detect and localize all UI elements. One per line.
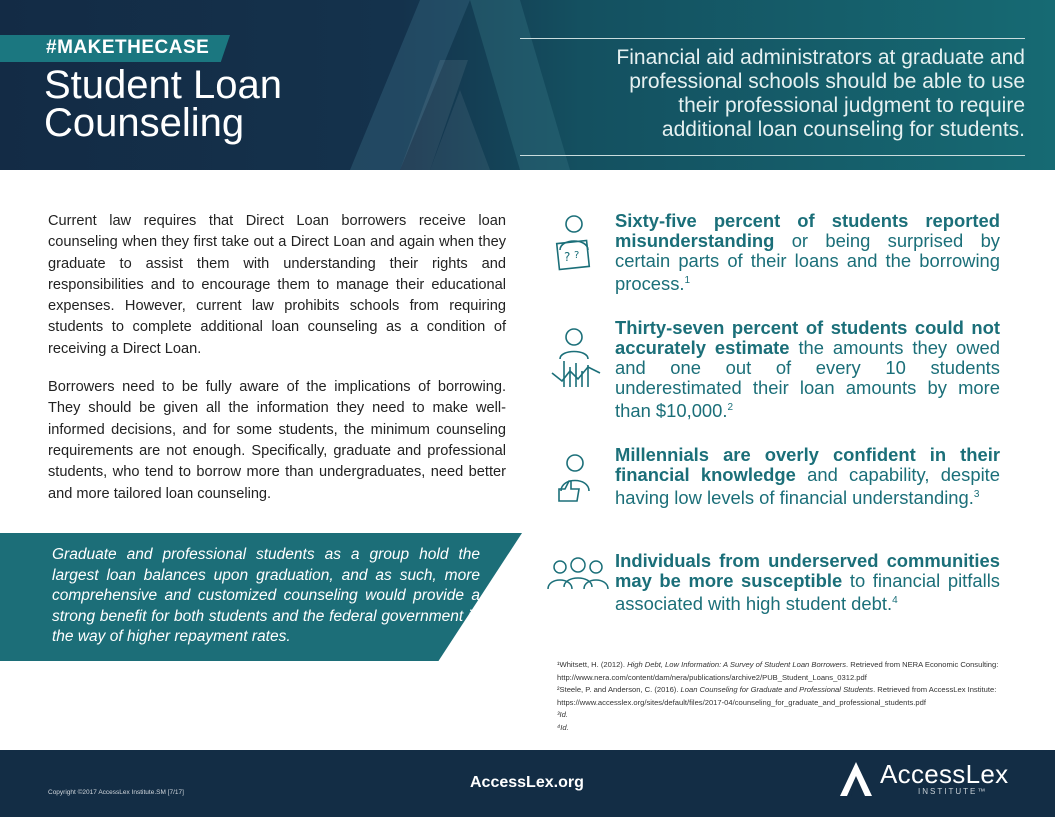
stat-highlight: Sixty-five percent of students reported misunderstanding <box>615 210 1000 251</box>
confused-person-icon <box>552 212 598 272</box>
footnote-2 <box>557 684 1037 697</box>
page-title <box>44 63 344 145</box>
footnote-2-url[interactable]: https://www.accesslex.org/sites/default/files/2017-04/counseling_for_graduate_and_professional_students.pdf <box>557 697 926 707</box>
footnote-source-title: Loan Counseling for Graduate and Professional Students <box>680 685 874 695</box>
footnote-1-url[interactable]: http://www.nera.com/content/dam/nera/publications/archive2/PUB_Student_Loans_0312.pdf <box>557 672 867 682</box>
stat-block <box>615 211 1000 294</box>
statement-line: their professional judgment to require <box>678 94 1025 117</box>
hashtag: #MAKETHECASE <box>46 37 210 58</box>
footnote-ref: 3 <box>973 489 980 500</box>
footnote-text: ¹Whitsett, H. (2012). <box>557 660 628 669</box>
statement-bottom-rule <box>520 155 1025 156</box>
accesslex-logo-icon <box>838 760 874 803</box>
statement-line: professional schools should be able to use <box>629 70 1025 93</box>
svg-text:?: ? <box>564 250 571 264</box>
person-chart-icon <box>548 325 604 391</box>
logo-subtitle: INSTITUTE™ <box>918 787 988 796</box>
copyright-text: Copyright ©2017 AccessLex Institute.SM [7/17] <box>48 789 184 796</box>
stat-block <box>615 318 1000 421</box>
footnote-3: ³Id. <box>557 710 568 720</box>
stat-text: the amounts they owed and one out of every 10 students underestimated their loan amounts by more than $10,000. <box>615 337 1000 422</box>
stat-block <box>615 445 1000 508</box>
pull-quote: Graduate and professional students as a group hold the largest loan balances upon graduation, and as such, more comprehensive and customized counseling would provide a strong benefit for both students and the federal government in the way of higher repayment rates. <box>52 546 480 645</box>
footnote-text: ²Steele, P. and Anderson, C. (2016). <box>557 685 681 695</box>
footnote-1 <box>557 659 1037 672</box>
svg-text:?: ? <box>574 250 580 261</box>
stat-text: and capability, despite having low levels of financial understanding. <box>615 464 1001 509</box>
footnote-4: ⁴Id. <box>557 722 569 732</box>
stat-text: or being surprised by certain parts of their loans and the borrowing process. <box>615 230 1000 295</box>
footnote-text: . Retrieved from AccessLex Institute: <box>873 685 997 695</box>
stat-block <box>615 551 1000 614</box>
logo-wordmark: AccessLex <box>880 759 1009 789</box>
group-people-icon <box>546 555 610 593</box>
page-title-line1: Student Loan <box>44 63 282 107</box>
body-paragraph: Current law requires that Direct Loan borrowers receive loan counseling when they first take out a Direct Loan and again when they graduate to assist them with understanding their rights and responsibilities and to encourage them to manage their educational expenses. However, current law prohibits schools from requiring students to complete additional loan counseling as a condition of receiving a Direct Loan. <box>48 213 506 357</box>
footnote-ref: 4 <box>892 595 898 606</box>
statement-line: Financial aid administrators at graduate and <box>616 46 1025 69</box>
footnotes <box>557 659 1037 735</box>
statement-top-rule <box>520 38 1025 39</box>
footnote-ref: 2 <box>727 402 734 413</box>
stat-text: to financial pitfalls associated with high student debt. <box>615 570 1000 615</box>
stat-highlight: Millennials are overly confident in their financial knowledge <box>615 444 1000 485</box>
body-paragraph: Borrowers need to be fully aware of the implications of borrowing. They should be given all the information they need to make well-informed decisions, and for some students, the minimum counseling requirements are not enough. Specifically, graduate and professional students, who tend to borrow more than undergraduates, need better and more tailored loan counseling. <box>48 379 506 502</box>
person-thumbs-up-icon <box>553 451 597 505</box>
page-title-line2: Counseling <box>44 101 245 145</box>
footnote-text: . Retrieved from NERA Economic Consulting: <box>846 660 999 669</box>
stat-highlight: Individuals from underserved communities may be more susceptible <box>615 550 1000 591</box>
footnote-source-title: High Debt, Low Information: A Survey of Student Loan Borrowers <box>627 660 846 669</box>
website-link[interactable]: AccessLex.org <box>470 774 584 791</box>
header-statement <box>510 46 1025 142</box>
statement-line: additional loan counseling for students. <box>661 118 1025 141</box>
stat-highlight: Thirty-seven percent of students could not accurately estimate <box>615 317 1000 358</box>
body-text <box>48 211 506 505</box>
footnote-ref: 1 <box>684 275 691 286</box>
